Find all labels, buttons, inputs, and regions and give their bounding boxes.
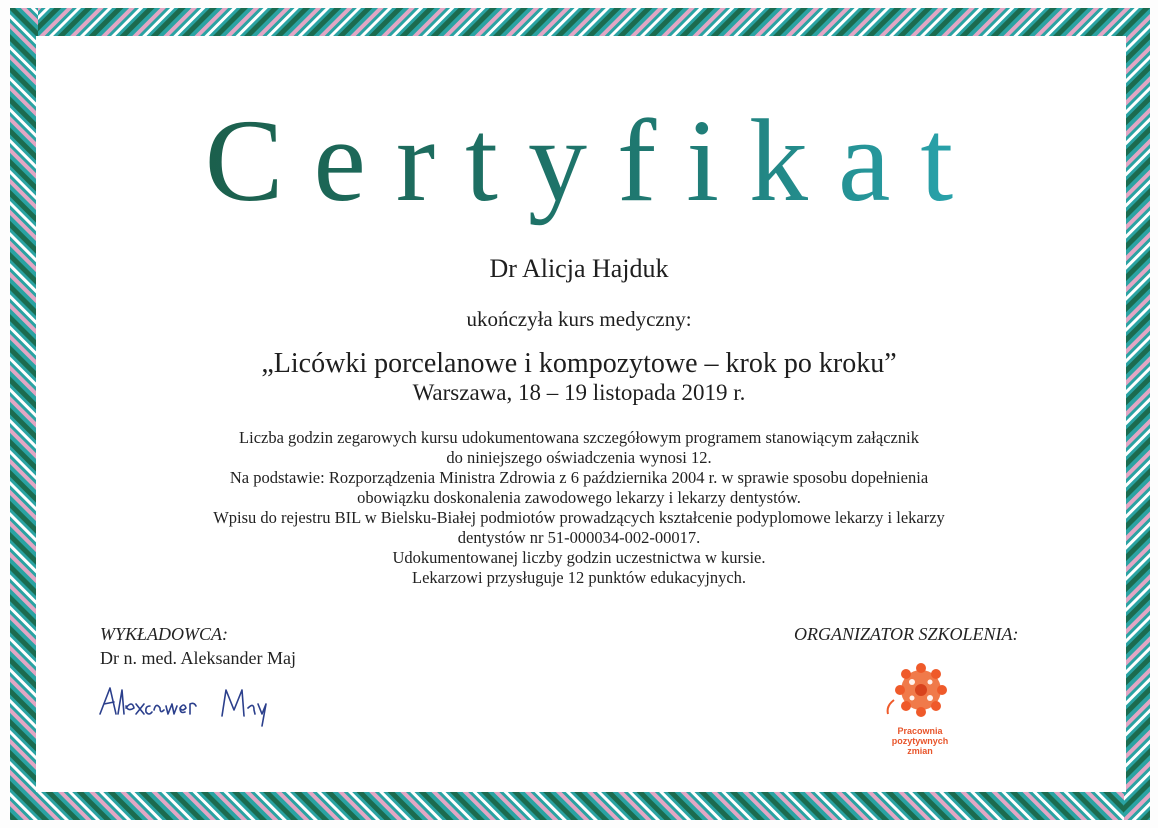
course-details: [150, 428, 1008, 588]
lecturer-label: WYKŁADOWCA:: [100, 624, 229, 644]
certificate-title: [0, 96, 1158, 226]
recipient-name: Dr Alicja Hajduk: [489, 254, 669, 283]
detail-line: do niniejszego oświadczenia wynosi 12.: [446, 448, 712, 467]
organizer-logo-text: [886, 726, 954, 756]
logo-text-line: zmian: [907, 746, 933, 756]
course-place-date: Warszawa, 18 – 19 listopada 2019 r.: [412, 380, 746, 405]
logo-text-line: pozytywnych: [891, 736, 949, 746]
detail-line: Udokumentowanej liczby godzin uczestnictwa w kursie.: [392, 548, 766, 567]
lecturer-signature: [96, 680, 276, 730]
detail-line: Na podstawie: Rozporządzenia Ministra Zdrowia z 6 października 2004 r. w sprawie sposobu dopełnienia: [229, 468, 929, 487]
detail-line: Wpisu do rejestru BIL w Bielsku-Białej podmiotów prowadzących kształcenie podyplomowe lekarzy i lekarzy: [213, 508, 945, 527]
organizer-label: ORGANIZATOR SZKOLENIA:: [794, 624, 1019, 644]
detail-line: dentystów nr 51-000034-002-00017.: [457, 528, 701, 547]
certificate-title-text: Certyfikat: [175, 95, 983, 226]
detail-line: Lekarzowi przysługuje 12 punktów edukacyjnych.: [411, 568, 747, 587]
completion-statement: ukończyła kurs medyczny:: [466, 307, 692, 331]
logo-text-line: Pracownia: [897, 726, 943, 736]
detail-line: obowiązku doskonalenia zawodowego lekarzy i lekarzy dentystów.: [357, 488, 801, 507]
lecturer-name: Dr n. med. Aleksander Maj: [100, 648, 296, 668]
detail-line: Liczba godzin zegarowych kursu udokumentowana szczegółowym programem stanowiącym załącznik: [239, 428, 919, 447]
course-name: „Licówki porcelanowe i kompozytowe – krok po kroku”: [261, 348, 897, 379]
